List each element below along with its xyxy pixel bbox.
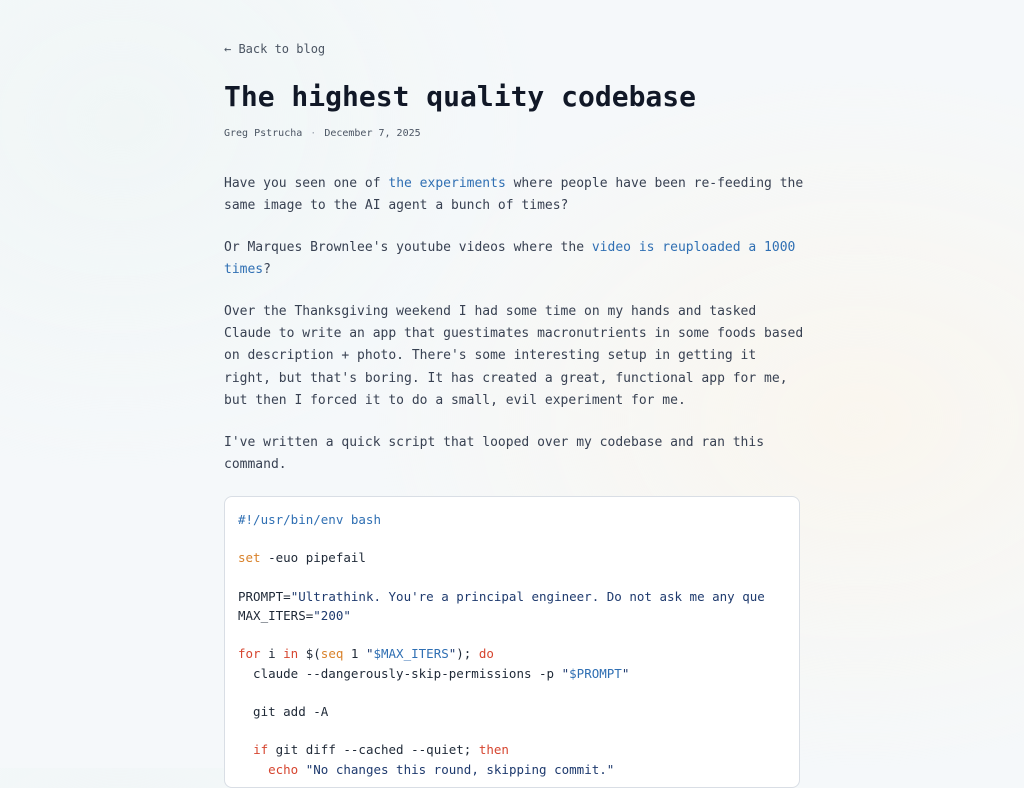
code-line (238, 704, 328, 719)
code-line (238, 550, 366, 565)
code-token: $( (298, 646, 321, 662)
code-token: then (478, 742, 509, 758)
code-token (238, 762, 268, 777)
code-content (225, 497, 799, 779)
paragraph-mkbhd (224, 237, 804, 282)
code-token: " (561, 665, 570, 681)
code-token: 1 (343, 646, 366, 662)
code-token: $MAX_ITERS (373, 646, 449, 662)
paragraph-text: Or Marques Brownlee's youtube videos where the (224, 239, 592, 255)
paragraph-experiments (224, 173, 804, 218)
code-token: $PROMPT (569, 665, 622, 681)
paragraph-text: ? (263, 262, 271, 278)
reuploaded-video-link[interactable]: video is reuploaded a 1000 times (224, 239, 796, 278)
code-block (224, 496, 800, 788)
code-token: -euo pipefail (260, 550, 366, 566)
code-token: " (365, 646, 374, 662)
code-token: #!/usr/bin/env bash (238, 512, 381, 527)
code-token: " (448, 646, 457, 662)
meta-separator: · (310, 128, 317, 139)
code-token: "200" (313, 608, 351, 624)
code-token: set (238, 550, 261, 566)
code-token: do (478, 646, 494, 662)
code-token: "Ultrathink. You're a principal engineer. Do not ask me any que (290, 588, 765, 604)
post-date: December 7, 2025 (324, 128, 421, 139)
back-to-blog-link[interactable]: ← Back to blog (224, 42, 326, 56)
post-title: The highest quality codebase (224, 80, 697, 113)
code-token: " (621, 665, 630, 681)
paragraph-script-intro: I've written a quick script that looped over my codebase and ran this command. (224, 434, 765, 473)
code-token: for (238, 646, 261, 662)
code-token: echo (268, 761, 299, 777)
code-token: git add -A (238, 704, 329, 720)
post-content (224, 173, 804, 495)
code-line (238, 666, 629, 681)
code-token: ); (456, 646, 479, 662)
post-author: Greg Pstrucha (224, 128, 303, 139)
code-token: MAX_ITERS= (238, 608, 314, 624)
paragraph-text: where people have been re-feeding the same image to the AI agent a bunch of times? (224, 176, 804, 214)
code-token: seq (320, 646, 344, 662)
code-token: if (253, 742, 269, 758)
post-meta (224, 128, 421, 139)
code-line (238, 589, 765, 604)
code-token: claude --dangerously-skip-permissions -p (238, 665, 562, 681)
code-token: in (283, 646, 299, 662)
code-token (238, 742, 253, 757)
code-token: i (260, 646, 284, 662)
code-token: "No changes this round, skipping commit." (305, 761, 615, 777)
code-line (238, 608, 351, 623)
paragraph-text: Have you seen one of (224, 176, 389, 191)
code-line (238, 762, 614, 777)
code-line (238, 512, 381, 527)
code-token (298, 762, 306, 777)
code-line (238, 646, 494, 661)
paragraph-thanksgiving: Over the Thanksgiving weekend I had some time on my hands and tasked Claude to write an app that guestimates macronutrients in some foods based on description + photo. There's some interesting setup in getting it right, but that's boring. It has created a great, functional app for me, but then I forced it to do a small, evil experiment for me. (224, 303, 804, 409)
code-line (238, 742, 509, 757)
code-token: git diff --cached --quiet; (268, 742, 479, 758)
code-token: PROMPT= (238, 588, 291, 604)
experiments-link[interactable]: the experiments (388, 176, 506, 191)
